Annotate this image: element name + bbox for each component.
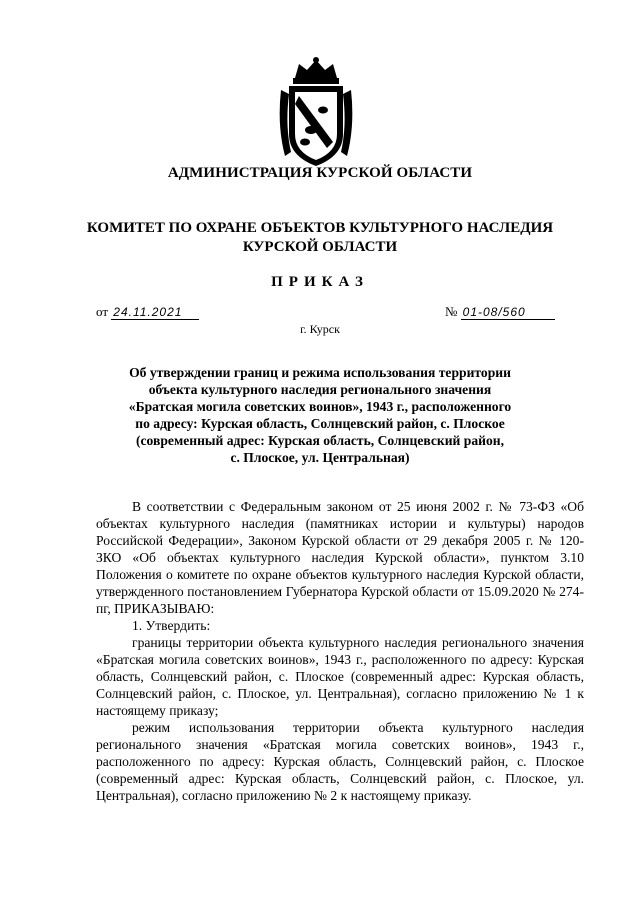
number-value: 01-08/560 xyxy=(461,305,555,320)
city-line: г. Курск xyxy=(300,322,340,336)
date-label: от xyxy=(96,304,109,319)
order-title-line: по адресу: Курская область, Солнцевский район, с. Плоское xyxy=(135,416,505,431)
order-title xyxy=(0,364,640,466)
order-title-line: Об утверждении границ и режима использования территории xyxy=(129,365,511,380)
order-title-line: (современный адрес: Курская область, Солнцевский район, xyxy=(135,433,505,448)
committee-heading-line2: КУРСКОЙ ОБЛАСТИ xyxy=(242,239,398,255)
order-body xyxy=(96,498,584,804)
date-field xyxy=(96,304,199,320)
body-paragraph: режим использования территории объекта культурного наследия регионального значения «Братская могила советских воинов», 1943 г., расположенного по адресу: Курская область, Солнцевский район, с. Плоское (современный адрес: Курская область, Солнцевский район, с. Плоское, ул. Центральная), согласно приложению № 2 к настоящему приказу. xyxy=(96,720,584,803)
administration-heading: АДМИНИСТРАЦИЯ КУРСКОЙ ОБЛАСТИ xyxy=(167,165,473,181)
number-field xyxy=(445,304,555,320)
committee-heading-line1: КОМИТЕТ ПО ОХРАНЕ ОБЪЕКТОВ КУЛЬТУРНОГО НАСЛЕДИЯ xyxy=(86,220,554,236)
order-title-line: объекта культурного наследия регионального значения xyxy=(148,382,492,397)
coat-of-arms-icon xyxy=(275,56,357,168)
body-paragraph: 1. Утвердить: xyxy=(132,618,211,633)
number-label: № xyxy=(445,304,458,319)
order-title-line: «Братская могила советских воинов», 1943 г., расположенного xyxy=(128,399,512,414)
body-paragraph: В соответствии с Федеральным законом от 25 июня 2002 г. № 73-ФЗ «Об объектах культурного наследия (памятниках истории и культуры) народов Российской Федерации», Законом Курской области от 29 декабря 2005 г. № 120-ЗКО «Об объектах культурного наследия Курской области», пунктом 3.10 Положения о комитете по охране объектов культурного наследия Курской области, утвержденного постановлением Губернатора Курской области от 15.09.2020 № 274-пг, ПРИКАЗЫВАЮ: xyxy=(96,499,584,616)
body-paragraph: границы территории объекта культурного наследия регионального значения «Братская могила советских воинов», 1943 г., расположенного по адресу: Курская область, Солнцевский район, с. Плоское (современный адрес: Курская область, Солнцевский район, с. Плоское, ул. Центральная), согласно приложению № 1 к настоящему приказу; xyxy=(96,635,584,718)
order-title-line: с. Плоское, ул. Центральная) xyxy=(230,450,410,465)
committee-heading xyxy=(0,219,640,257)
date-value: 24.11.2021 xyxy=(111,305,199,320)
doc-type-heading: ПРИКАЗ xyxy=(271,274,369,290)
